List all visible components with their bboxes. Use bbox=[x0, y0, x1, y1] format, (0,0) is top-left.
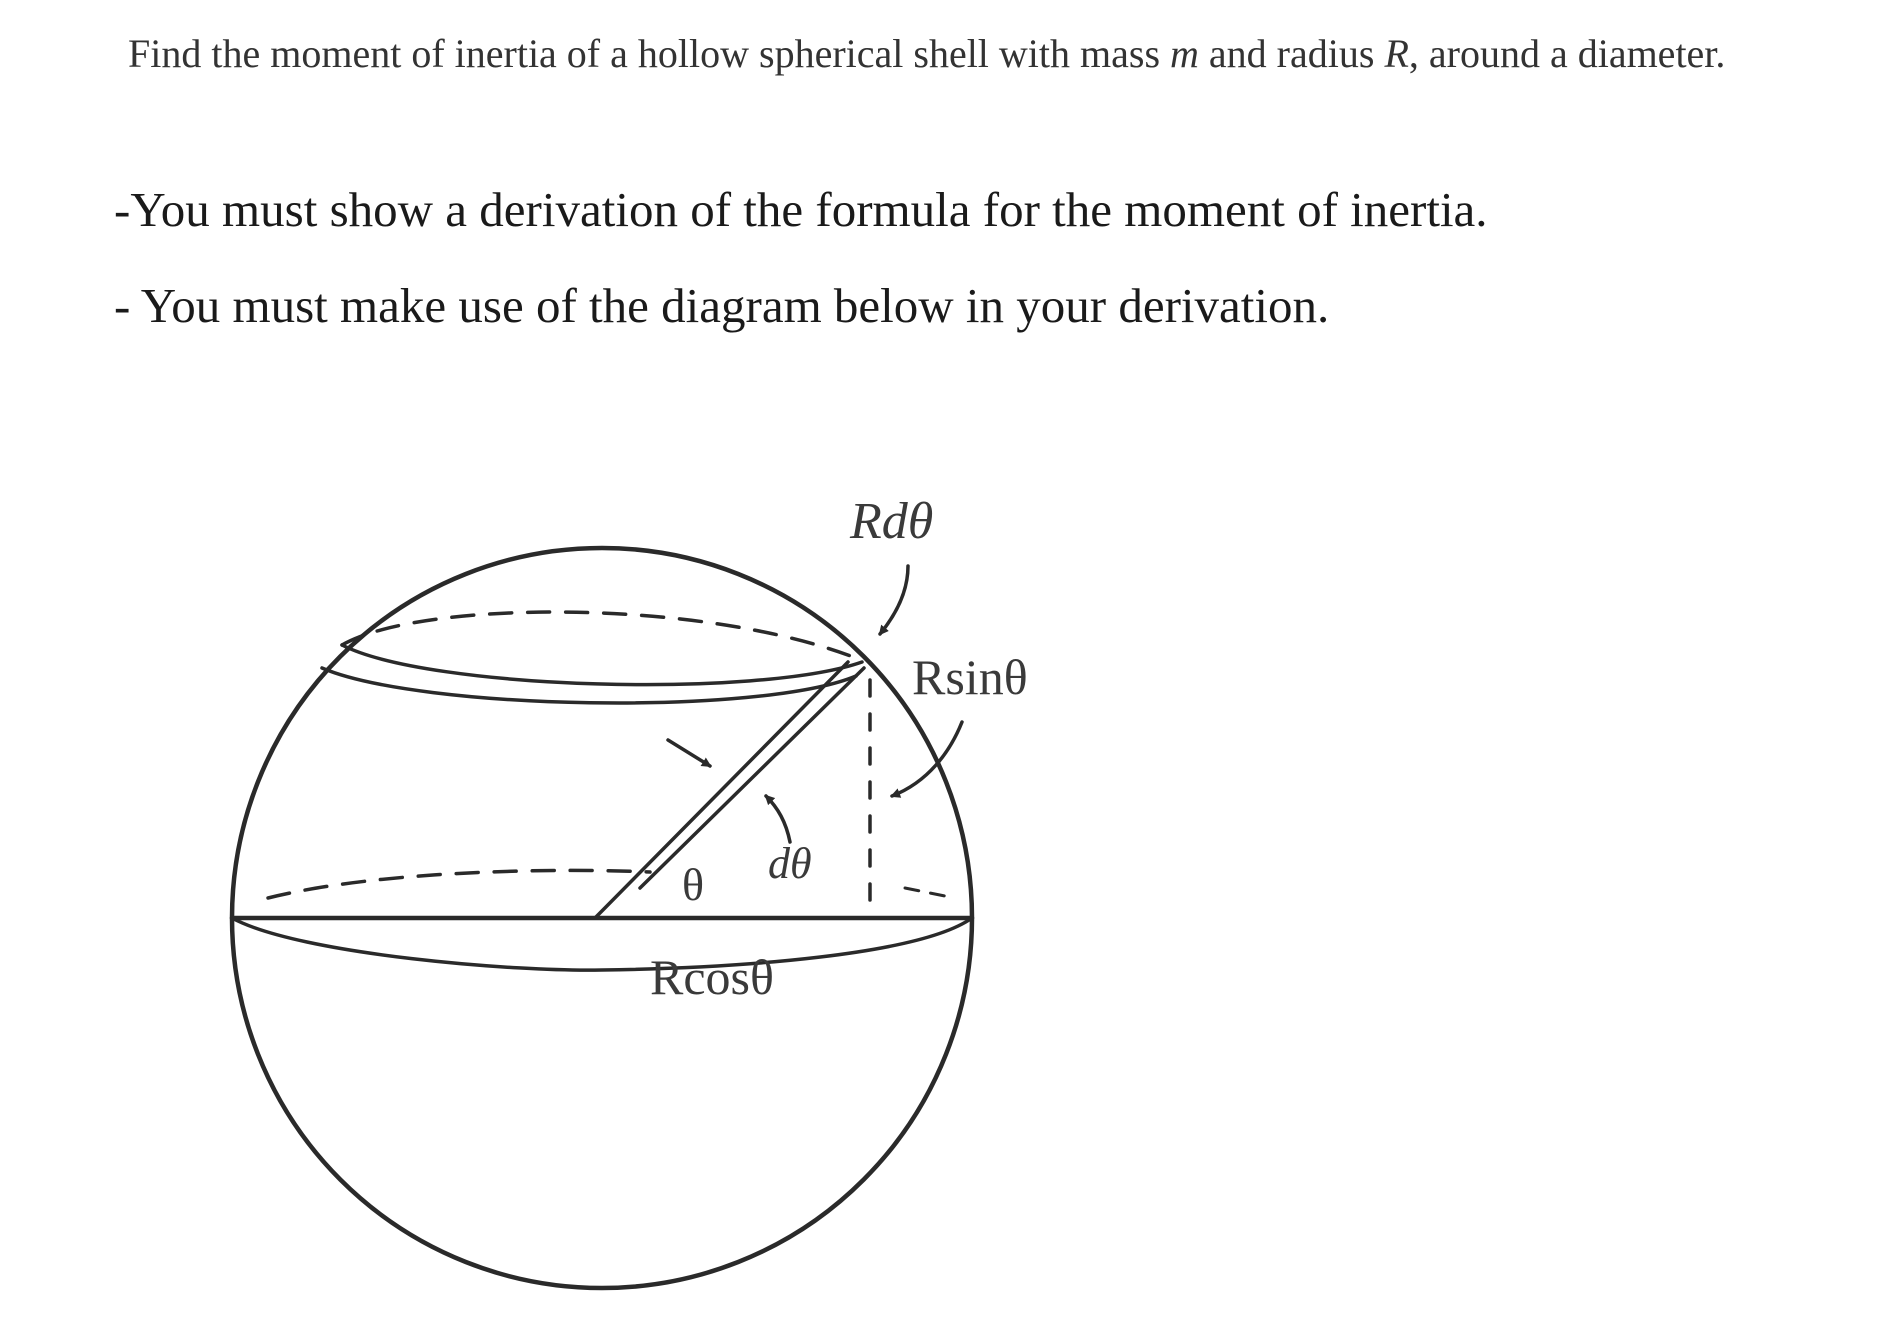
ring-back-arc bbox=[342, 612, 856, 658]
instruction-use-diagram: - You must make use of the diagram below in your derivation. bbox=[114, 278, 1330, 333]
problem-text-part3: , around a diameter. bbox=[1408, 31, 1726, 76]
strip-arrow-left bbox=[668, 740, 710, 766]
mass-variable: m bbox=[1170, 31, 1199, 76]
equator-back-arc bbox=[268, 870, 650, 898]
label-r-dtheta: Rdθ bbox=[850, 493, 934, 550]
equator-front-arc bbox=[232, 918, 972, 970]
radius-variable: R bbox=[1384, 31, 1409, 76]
rsin-arrow bbox=[892, 722, 962, 796]
rdtheta-arrow bbox=[880, 566, 908, 634]
problem-text-part2: and radius bbox=[1198, 31, 1385, 76]
dtheta-arrow bbox=[766, 796, 790, 842]
ring-front-arc-outer bbox=[342, 645, 862, 685]
label-d-theta: dθ bbox=[768, 839, 812, 888]
label-r-sin-theta: Rsinθ bbox=[912, 649, 1028, 705]
ring-front-arc-inner bbox=[322, 668, 856, 703]
problem-text-part1: Find the moment of inertia of a hollow spherical shell with mass bbox=[128, 31, 1171, 76]
label-theta: θ bbox=[682, 859, 705, 910]
equator-back-arc-right bbox=[905, 888, 945, 896]
instruction-derivation: -You must show a derivation of the formula for the moment of inertia. bbox=[114, 182, 1488, 237]
label-r-cos-theta: Rcosθ bbox=[650, 949, 774, 1005]
